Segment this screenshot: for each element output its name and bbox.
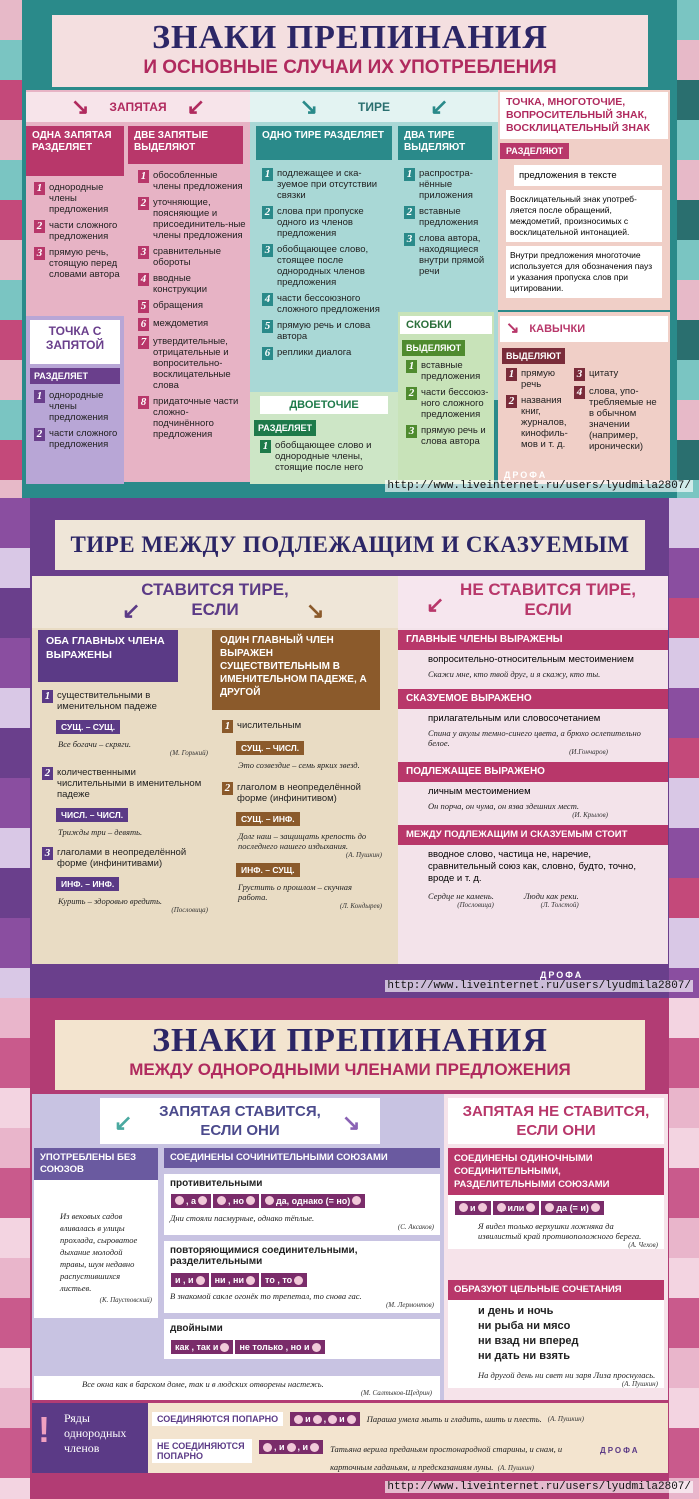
- period-block: ТОЧКА, МНОГОТОЧИЕ, ВОПРОСИТЕЛЬНЫЙ ЗНАК, ВОСКЛИЦАТЕЛЬНЫЙ ЗНАК РАЗДЕЛЯЮТ предложения в тексте Восклицательный знак употреб-ляется после обращений, междометий, произносимых с восклицательной интонацией. Внутри предложения многоточие используется для обозначения пауз и указания пропуска слов при цитировании.: [498, 90, 670, 310]
- idioms-block: ОБРАЗУЮТ ЦЕЛЬНЫЕ СОЧЕТАНИЯ и день и ночь ни рыба ни мясо ни взад ни вперед ни дать ни взять На другой день ни свет ни заря Лиза проснулась. (А. Пушкин): [448, 1280, 664, 1388]
- dbl-example: Все окна как в барском доме, так и в людских отворены настежь. (М. Салтыков-Щедрин): [34, 1376, 440, 1400]
- yes-header: ЗАПЯТАЯ СТАВИТСЯ, ЕСЛИ ОНИ ↙ ↘: [100, 1098, 380, 1144]
- publisher-logo: ДРОФА: [600, 1446, 640, 1455]
- coord-block: СОЕДИНЕНЫ СОЧИНИТЕЛЬНЫМИ СОЮЗАМИ противительными , а , но да, однако (= но) Дни стояли пасмурные, однако тёплые. (С. Аксаков) повторяющимися соединительными, разделительными и , и ни , ни то , то В знакомой сакле огонёк то трепетал, то снова гас. (М. Лермонтов) двойными как , так и не только , но и: [164, 1148, 440, 1359]
- poster-homogeneous: [0, 998, 699, 1499]
- poster-dash: [0, 498, 699, 998]
- no-header: НЕ СТАВИТСЯ ТИРЕ, ЕСЛИ ↙: [398, 576, 668, 628]
- rows-block: ! Ряды однородных членов СОЕДИНЯЮТСЯ ПОПАРНО и , и Параша умела мыть и гладить, шить и плесть. (А. Пушкин) НЕ СОЕДИНЯЮТСЯ ПОПАРНО , и , и Татьяна верила преданьям простонародной старины, и снам, и карточным гаданьям, и предсказаниям луны. (А. Пушкин): [32, 1403, 668, 1473]
- list-item: 2 части сложного предложения: [34, 220, 122, 242]
- both-title: ОБА ГЛАВНЫХ ЧЛЕНА ВЫРАЖЕНЫ: [38, 630, 178, 682]
- page-title: ТИРЕ МЕЖДУ ПОДЛЕЖАЩИМ И СКАЗУЕМЫМ: [70, 532, 630, 557]
- title-block: [55, 1020, 645, 1090]
- arrow-down-right-icon: ↘: [342, 1110, 361, 1135]
- title-block: [55, 520, 645, 570]
- arrow-down-left-icon: ↙: [429, 94, 449, 119]
- one-main-title: ОДИН ГЛАВНЫЙ ЧЛЕН ВЫРАЖЕН СУЩЕСТВИТЕЛЬНЫМ В ИМЕНИТЕЛЬНОМ ПАДЕЖЕ, А ДРУГОЙ: [212, 630, 380, 710]
- brackets-block: СКОБКИ ВЫДЕЛЯЮТ 1 вставные предложения 2 части бессоюз-ного сложного предложения 3 прямую речь и слова автора: [398, 312, 494, 484]
- comma-one-list: [34, 182, 122, 285]
- page-title: ЗНАКИ ПРЕПИНАНИЯ: [152, 1022, 548, 1059]
- arrow-down-left-icon: ↙: [186, 94, 205, 119]
- one-main-list: 1 числительным СУЩ. – ЧИСЛ. Это созвездие – семь ярких звезд. 2 глаголом в неопределённой форме (инфинитивом) СУЩ. – ИНФ. Долг наш – защищать крепость до последнего нашего издыхания. (А. Пушкин) ИНФ. – СУЩ. Грустить о прошлом – скучная работа. (Л. Кондырев): [222, 720, 382, 910]
- list-item: 1 однородные члены предложения: [34, 182, 122, 215]
- both-list: 1 существительными в именительном падеже СУЩ. – СУЩ. Все богачи – скряги. (М. Горький) 2 количественными числительными в именительном падеже ЧИСЛ. – ЧИСЛ. Трижды три – девять. 3 глаголами в неопределённой форме (инфинитивами) ИНФ. – ИНФ. Курить – здоровью вредить. (Пословица): [42, 690, 208, 914]
- arrow-down-right-icon: ↘: [299, 94, 319, 119]
- pattern-chip: , а: [171, 1194, 211, 1208]
- comma-two-title: ДВЕ ЗАПЯТЫЕ ВЫДЕЛЯЮТ: [128, 126, 243, 164]
- dash-header: ↘ ТИРЕ ↙: [250, 92, 498, 122]
- comma-header: ↘ ЗАПЯТАЯ ↙: [26, 92, 250, 122]
- colon-block: ДВОЕТОЧИЕ РАЗДЕЛЯЕТ 1 обобщающее слово и однородные члены, стоящие после него: [250, 392, 398, 484]
- list-item: 3 прямую речь, стоящую перед словами автора: [34, 247, 122, 280]
- no-list: ГЛАВНЫЕ ЧЛЕНЫ ВЫРАЖЕНЫ вопросительно-относительным местоимением Скажи мне, кто твой друг, и я скажу, кто ты. СКАЗУЕМОЕ ВЫРАЖЕНО прилагательным или словосочетанием Спина у акулы темно-синего цвета, а брюхо ослепительно белое. (И.Гончаров) ПОДЛЕЖАЩЕЕ ВЫРАЖЕНО личным местоимением Он порча, он чума, он язва здешних мест. (И. Крылов) МЕЖДУ ПОДЛЕЖАЩИМ И СКАЗУЕМЫМ СТОИТ вводное слово, частица не, наречие, сравнительный союз как, словно, будто, точно, вроде и т. д. Сердце не камень. (Пословица) Люди как реки. (Л. Толстой): [398, 630, 668, 909]
- quotes-block: ↘ КАВЫЧКИ ВЫДЕЛЯЮТ 1 прямую речь 2 названия книг, журналов, кинофиль-мов и т. д. 3 цитату 4 слова, упо-требляемые не в обычном значении (например, иронически): [498, 312, 670, 484]
- source-url[interactable]: http://www.liveinternet.ru/users/lyudmila2807/: [387, 480, 691, 492]
- page-title: ЗНАКИ ПРЕПИНАНИЯ: [152, 19, 548, 56]
- arrow-down-left-icon: ↙: [114, 1110, 133, 1135]
- page-subtitle: И ОСНОВНЫЕ СЛУЧАИ ИХ УПОТРЕБЛЕНИЯ: [143, 57, 557, 78]
- source-url[interactable]: http://www.liveinternet.ru/users/lyudmila2807/: [387, 1481, 691, 1493]
- single-block: СОЕДИНЕНЫ ОДИНОЧНЫМИ СОЕДИНИТЕЛЬНЫМИ, РАЗДЕЛИТЕЛЬНЫМИ СОЮЗАМИ и или да (= и) Я видел только верхушки ложняка да извилистый край противоположного берега. (А. Чехов): [448, 1148, 664, 1249]
- no-header: ЗАПЯТАЯ НЕ СТАВИТСЯ, ЕСЛИ ОНИ: [448, 1098, 664, 1144]
- arrow-down-right-icon: ↘: [70, 94, 90, 119]
- comma-one-title: ОДНА ЗАПЯТАЯ РАЗДЕЛЯЕТ: [26, 126, 124, 176]
- exclamation-icon: ! Ряды однородных членов: [32, 1403, 148, 1473]
- yes-header: СТАВИТСЯ ТИРЕ, ЕСЛИ ↙ ↘: [32, 576, 398, 628]
- dash-one-list: 1 подлежащее и ска-зуемое при отсутствии связки 2 слова при пропуске одного из членов предложения 3 обобщающее слово, стоящее после однородных членов предложения 4 части бессоюзного сложного предложения 5 прямую речь и слова автора 6 реплики диалога: [262, 168, 390, 365]
- no-conj-block: УПОТРЕБЛЕНЫ БЕЗ СОЮЗОВ Из вековых садов вливалась в улицы прохлада, сыроватое дыхание молодой травы, шум недавно распустившихся листьев. (К. Паустовский): [34, 1148, 158, 1318]
- arrow-down-right-icon: ↘: [506, 320, 520, 337]
- arrow-down-right-icon: ↘: [306, 598, 325, 623]
- publisher-logo: ДРОФА: [540, 970, 584, 980]
- semicolon-block: ТОЧКА С ЗАПЯТОЙ РАЗДЕЛЯЕТ 1 однородные члены предложения 2 части сложного предложения: [26, 316, 124, 484]
- comma-two-list: 1 обособленные члены предложения 2 уточняющие, поясняющие и присоединитель-ные члены предложения 3 сравнительные обороты 4 вводные конструкции 5 обращения 6 междометия 7 утвердительные, отрицательные и вопросительно-восклицательные слова 8 придаточные части сложно-подчинённого предложения: [138, 170, 246, 445]
- arrow-down-left-icon: ↙: [122, 598, 141, 623]
- publisher-logo: ДРОФА: [504, 470, 548, 480]
- poster-punctuation: ЗНАКИ ПРЕПИНАНИЯ И ОСНОВНЫЕ СЛУЧАИ ИХ УПОТРЕБЛЕНИЯ ↘ ЗАПЯТАЯ ↙ ОДНА ЗАПЯТАЯ РАЗДЕЛЯЕТ 1 однородные члены предложения 2 части сложного предложения 3 прямую речь, стоящую перед словами автора ДВЕ ЗАПЯТЫЕ ВЫДЕЛЯЮТ 1 обособленные члены предложения 2 уточняющие, поясняющие и присоединитель-ные члены предложения 3 сравнительные обороты 4 вводные конструкции 5 обращения 6 междометия 7 утвердительные, отрицательные и вопросительно-восклицательные слова 8 придаточные части сложно-подчинённого предложения ТОЧКА С ЗАПЯТОЙ РАЗДЕЛЯЕТ 1 однородные члены предложения 2 части сложного предложения ↘ ТИРЕ ↙ ОДНО ТИРЕ РАЗДЕЛЯЕТ 1 подлежащее и ска-зуемое при отсутствии связки 2 слова при пропуске одного из членов предложения 3 обобщающее слово, стоящее после однородных членов предложения 4 части бессоюзного сложного предложения 5 прямую речь и слова автора 6 реплики диалога ДВА ТИРЕ ВЫДЕЛЯЮТ 1 распростра-нённые приложения 2 вставные предложения 3 слова автора, находящиеся внутри прямой речи ДВОЕТОЧИЕ РАЗДЕЛЯЕТ 1 обобщающее слово и однородные члены, стоящие после него ТОЧКА, МНОГОТОЧИЕ, ВОПРОСИТЕЛЬНЫЙ ЗНАК, ВОСКЛИЦАТЕЛЬНЫЙ ЗНАК РАЗДЕЛЯЮТ предложения в тексте Восклицательный знак употреб-ляется после обращений, междометий, произносимых с восклицательной интонацией. Внутри предложения многоточие используется для обозначения пауз и указания пропуска слов при цитировании. СКОБКИ ВЫДЕЛЯЮТ 1 вставные предложения 2 части бессоюз-ного сложного предложения 3 прямую речь и слова автора ↘ КАВЫЧКИ ВЫДЕЛЯЮТ 1 прямую речь 2 названия книг, журналов, кинофиль-мов и т. д. 3 цитату 4 слова, упо-требляемые не в обычном значении (например, иронически) ДРОФА http://www.liveinternet.ru/users/lyudmila2807/: [0, 0, 699, 498]
- arrow-down-left-icon: ↙: [426, 592, 445, 617]
- dash-two-list: 1 распростра-нённые приложения 2 вставные предложения 3 слова автора, находящиеся внутри прямой речи: [404, 168, 496, 282]
- title-block: [52, 15, 648, 87]
- source-url[interactable]: http://www.liveinternet.ru/users/lyudmila2807/: [387, 980, 691, 992]
- page-subtitle: МЕЖДУ ОДНОРОДНЫМИ ЧЛЕНАМИ ПРЕДЛОЖЕНИЯ: [129, 1060, 571, 1079]
